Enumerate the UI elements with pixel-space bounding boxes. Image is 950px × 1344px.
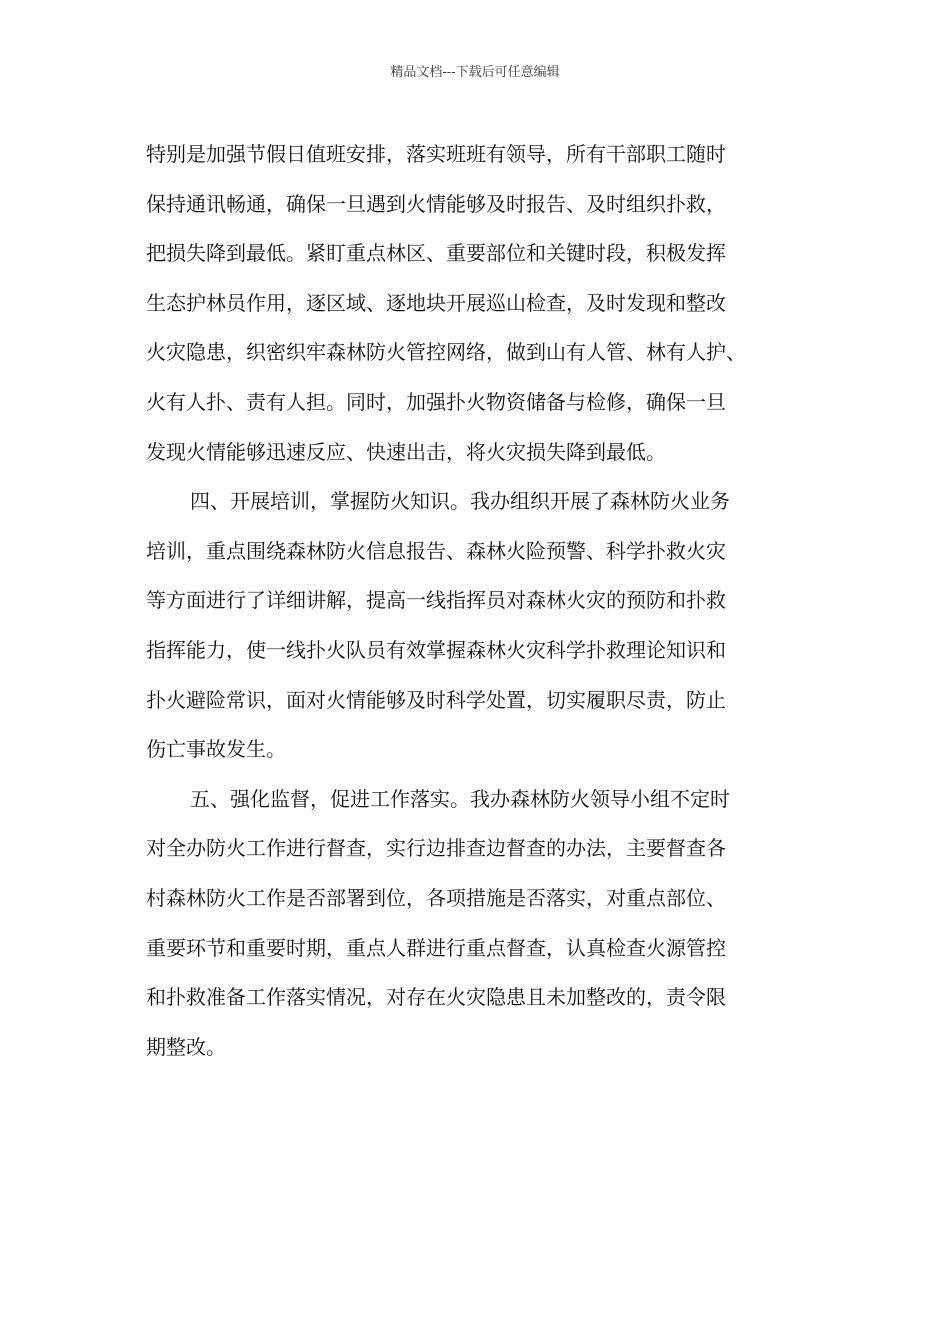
- body-line-2: 保持通讯畅通，确保一旦遇到火情能够及时报告、及时组织扑救，: [146, 191, 726, 216]
- body-line-3: 把损失降到最低。紧盯重点林区、重要部位和关键时段，积极发挥: [146, 241, 726, 266]
- body-line-10: 等方面进行了详细讲解，提高一线指挥员对森林火灾的预防和扑救: [146, 588, 726, 613]
- body-line-16: 村森林防火工作是否部署到位，各项措施是否落实，对重点部位、: [146, 885, 726, 910]
- body-line-18: 和扑救准备工作落实情况，对存在火灾隐患且未加整改的，责令限: [146, 985, 726, 1010]
- body-line-17: 重要环节和重要时期，重点人群进行重点督查，认真检查火源管控: [146, 935, 726, 960]
- body-line-13: 伤亡事故发生。: [146, 737, 286, 762]
- body-line-11: 指挥能力，使一线扑火队员有效掌握森林火灾科学扑救理论知识和: [146, 637, 726, 662]
- body-line-7: 发现火情能够迅速反应、快速出击，将火灾损失降到最低。: [146, 439, 666, 464]
- page-header: 精品文档---下载后可任意编辑: [390, 65, 560, 80]
- body-line-9: 培训，重点围绕森林防火信息报告、森林火险预警、科学扑救火灾: [146, 538, 726, 563]
- body-line-6: 火有人扑、责有人担。同时，加强扑火物资储备与检修，确保一旦: [146, 389, 726, 414]
- section-four-heading-line: 四、开展培训，掌握防火知识。我办组织开展了森林防火业务: [190, 489, 730, 514]
- body-line-4: 生态护林员作用，逐区域、逐地块开展巡山检查，及时发现和整改: [146, 290, 726, 315]
- document-body: [146, 130, 814, 1072]
- body-line-19: 期整改。: [146, 1034, 226, 1059]
- body-line-12: 扑火避险常识，面对火情能够及时科学处置，切实履职尽责，防止: [146, 687, 726, 712]
- body-line-5: 火灾隐患，织密织牢森林防火管控网络，做到山有人管、林有人护、: [146, 340, 746, 365]
- body-line-1: 特别是加强节假日值班安排，落实班班有领导，所有干部职工随时: [146, 142, 726, 166]
- body-line-15: 对全办防火工作进行督查，实行边排查边督查的办法，主要督查各: [146, 836, 726, 861]
- section-five-heading-line: 五、强化监督，促进工作落实。我办森林防火领导小组不定时: [190, 786, 730, 811]
